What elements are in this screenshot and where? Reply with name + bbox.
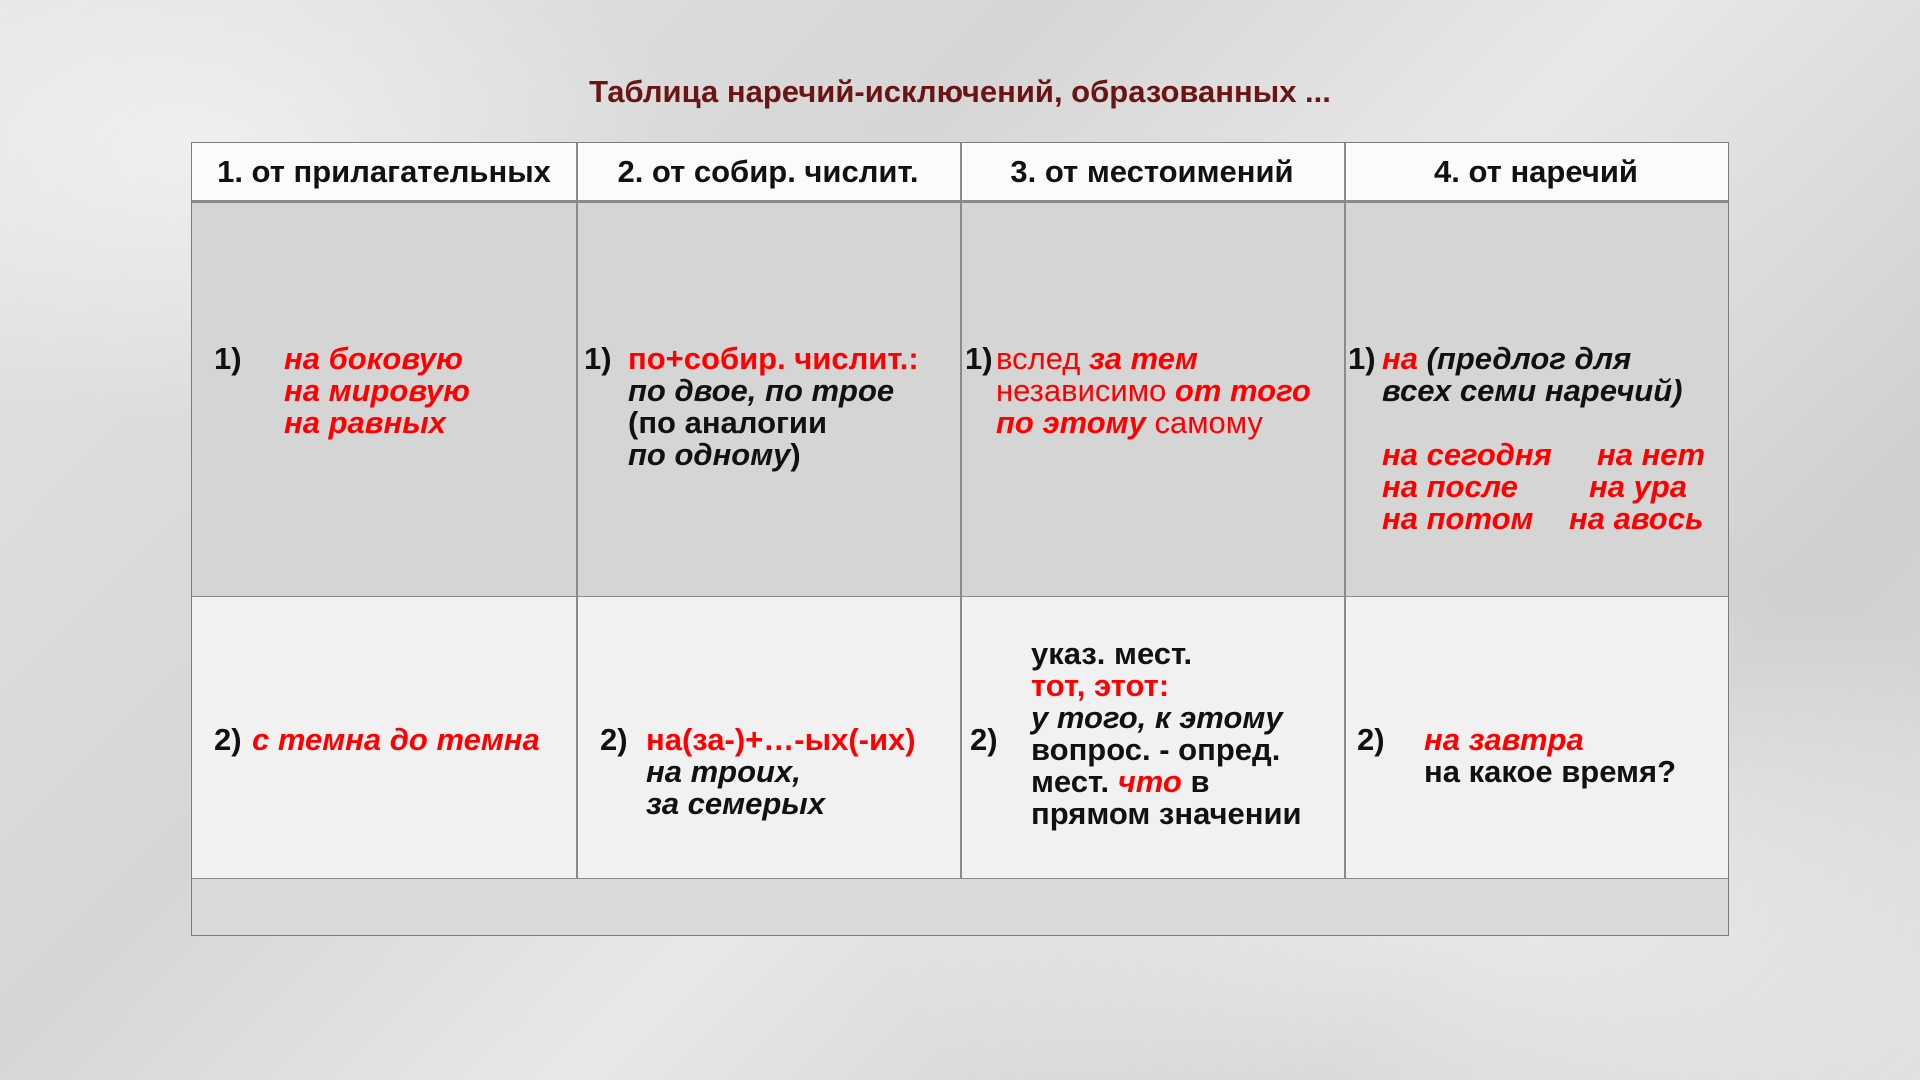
row1-col2-line: (по аналогии xyxy=(628,405,828,440)
row2-col3-line: указ. мест. xyxy=(1031,636,1193,671)
row1-col4-line: всех семи наречий) xyxy=(1382,373,1683,408)
row1-col1-item: на равных xyxy=(284,405,446,440)
table-row-empty xyxy=(192,879,1728,935)
row1-col3-emph: по этому xyxy=(996,405,1146,440)
row2-col3-line: вопрос. - опред. xyxy=(1031,732,1281,767)
adverb-exceptions-table xyxy=(191,142,1729,936)
row2-col1-number: 2) xyxy=(214,722,242,757)
row1-col4-emph: на xyxy=(1382,341,1418,376)
row1-col3-plain: вслед xyxy=(996,341,1089,376)
row2-col3-line: прямом значении xyxy=(1031,796,1302,831)
row2-col1-item: с темна до темна xyxy=(252,722,540,757)
row2-col3-number: 2) xyxy=(970,722,998,757)
row1-col1-number: 1) xyxy=(214,341,242,376)
header-adverbs: 4. от наречий xyxy=(1434,153,1638,189)
row1-col2-heading: по+собир. числит.: xyxy=(628,341,919,376)
row1-col2-line: по двое, по трое xyxy=(628,373,895,408)
header-pronouns: 3. от местоимений xyxy=(1010,153,1294,189)
row1-col3-line xyxy=(996,407,1263,439)
column-divider xyxy=(1344,143,1346,879)
column-divider xyxy=(960,143,962,879)
row1-col3-emph: от того xyxy=(1174,373,1311,408)
row1-col2-paren: ) xyxy=(790,437,801,472)
header-collective-numerals: 2. от собир. числит. xyxy=(617,153,919,189)
row2-col2-line: на троих, xyxy=(646,754,801,789)
row2-col3-line: у того, к этому xyxy=(1031,700,1283,735)
row1-col3-line xyxy=(996,343,1198,375)
row1-col1-item: на боковую xyxy=(284,341,463,376)
row1-col4-item: на сегодня xyxy=(1382,437,1552,472)
row1-col4-item: на ура xyxy=(1589,469,1687,504)
row2-col4-item: на завтра xyxy=(1424,722,1584,757)
row1-col2-example: по одному xyxy=(628,437,791,472)
column-divider xyxy=(576,143,578,879)
row1-col2-number: 1) xyxy=(584,341,612,376)
row2-col2-line: за семерых xyxy=(646,786,825,821)
row2-col2-number: 2) xyxy=(600,722,628,757)
row1-col4-item: на авось xyxy=(1569,501,1704,536)
row1-col3-plain: независимо xyxy=(996,373,1175,408)
row1-col4-item: на после xyxy=(1382,469,1518,504)
row1-col4-plain: (предлог для xyxy=(1417,341,1632,376)
row1-col4-item: на потом xyxy=(1382,501,1534,536)
page-title: Таблица наречий-исключений, образованных ... xyxy=(589,74,1331,109)
row1-col4-item: на нет xyxy=(1597,437,1706,472)
row1-col2-line xyxy=(628,439,801,471)
header-adjectives: 1. от прилагательных xyxy=(217,153,551,189)
row1-col3-plain: самому xyxy=(1145,405,1263,440)
row2-col3-line xyxy=(1031,766,1210,798)
row1-col3-number: 1) xyxy=(965,341,993,376)
row2-col2-heading: на(за-)+…-ых(-их) xyxy=(646,722,916,757)
row1-col4-number: 1) xyxy=(1348,341,1376,376)
row2-col3-plain: мест. xyxy=(1031,764,1118,799)
row1-col3-emph: за тем xyxy=(1088,341,1198,376)
row2-col3-plain: в xyxy=(1181,764,1210,799)
row1-col3-line xyxy=(996,375,1311,407)
row2-col4-number: 2) xyxy=(1357,722,1385,757)
row1-col4-line xyxy=(1382,343,1631,375)
row2-col3-emph: что xyxy=(1117,764,1182,799)
row1-col1-item: на мировую xyxy=(284,373,470,408)
row2-col4-line: на какое время? xyxy=(1424,754,1677,789)
row2-col3-line: тот, этот: xyxy=(1031,668,1170,703)
